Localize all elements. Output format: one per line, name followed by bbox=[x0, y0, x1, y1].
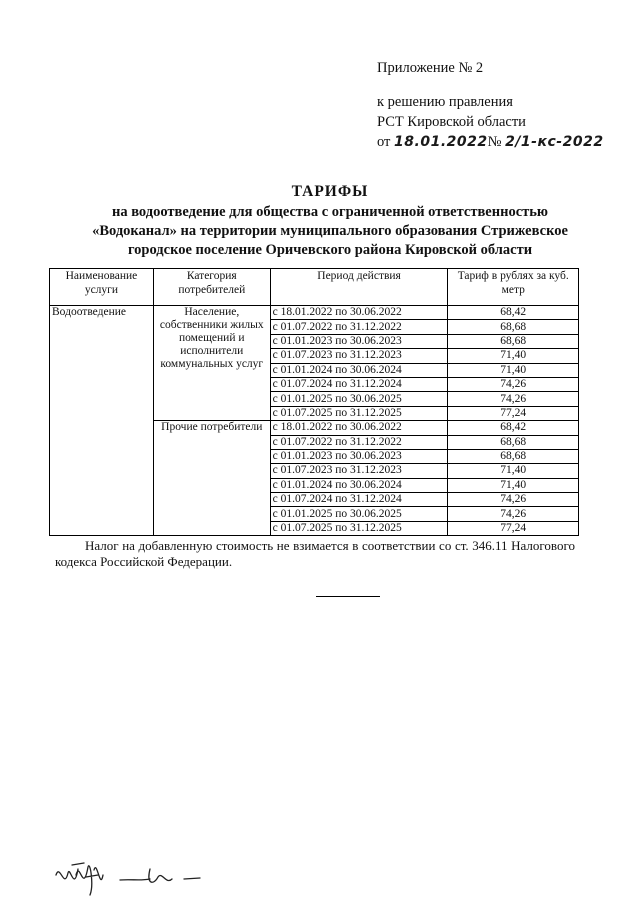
period-cell: с 01.07.2023 по 31.12.2023 bbox=[270, 349, 448, 363]
authority-line: РСТ Кировской области bbox=[377, 114, 526, 130]
table-header-row bbox=[50, 269, 579, 306]
tariff-table-body bbox=[50, 306, 579, 536]
tariff-cell: 74,26 bbox=[448, 507, 579, 521]
header-category: Категория потребителей bbox=[153, 269, 270, 306]
tariff-cell: 77,24 bbox=[448, 521, 579, 535]
tariff-cell: 68,68 bbox=[448, 435, 579, 449]
title-line-3: городское поселение Оричевского района Кировской области bbox=[127, 242, 533, 258]
appendix-title: Приложение № 2 bbox=[377, 60, 484, 76]
period-cell: с 01.01.2024 по 30.06.2024 bbox=[270, 363, 448, 377]
appendix-block bbox=[377, 58, 604, 152]
period-cell: с 01.07.2022 по 31.12.2022 bbox=[270, 320, 448, 334]
handwritten-signature bbox=[50, 855, 220, 900]
period-cell: с 01.07.2025 по 31.12.2025 bbox=[270, 521, 448, 535]
period-cell: с 01.07.2025 по 31.12.2025 bbox=[270, 406, 448, 420]
tariff-cell: 71,40 bbox=[448, 349, 579, 363]
header-period: Период действия bbox=[270, 269, 448, 306]
document-title bbox=[40, 183, 620, 260]
handwritten-number: 2/1-кс-2022 bbox=[505, 134, 604, 150]
title-line-2: «Водоканал» на территории муниципального образования Стрижевское bbox=[92, 223, 568, 239]
period-cell: с 01.01.2025 по 30.06.2025 bbox=[270, 507, 448, 521]
from-prefix: от bbox=[377, 134, 395, 150]
tariff-cell: 68,68 bbox=[448, 320, 579, 334]
header-service: Наименование услуги bbox=[50, 269, 154, 306]
tariff-cell: 71,40 bbox=[448, 464, 579, 478]
period-cell: с 01.07.2022 по 31.12.2022 bbox=[270, 435, 448, 449]
tariff-cell: 68,68 bbox=[448, 334, 579, 348]
period-cell: с 18.01.2022 по 30.06.2022 bbox=[270, 421, 448, 435]
period-cell: с 01.07.2024 по 31.12.2024 bbox=[270, 377, 448, 391]
period-cell: с 01.07.2023 по 31.12.2023 bbox=[270, 464, 448, 478]
handwritten-date: 18.01.2022 bbox=[394, 134, 488, 150]
tariff-cell: 74,26 bbox=[448, 377, 579, 391]
tariff-cell: 74,26 bbox=[448, 392, 579, 406]
period-cell: с 01.01.2024 по 30.06.2024 bbox=[270, 478, 448, 492]
category-cell: Население, собственники жилых помещений и исполнители коммунальных услуг bbox=[153, 306, 270, 421]
period-cell: с 01.01.2025 по 30.06.2025 bbox=[270, 392, 448, 406]
period-cell: с 18.01.2022 по 30.06.2022 bbox=[270, 306, 448, 320]
period-cell: с 01.01.2023 по 30.06.2023 bbox=[270, 449, 448, 463]
tariff-cell: 71,40 bbox=[448, 363, 579, 377]
decision-line: к решению правления bbox=[377, 94, 513, 110]
end-divider bbox=[316, 596, 380, 597]
tariff-cell: 68,42 bbox=[448, 306, 579, 320]
category-cell: Прочие потребители bbox=[153, 421, 270, 536]
title-line-1: на водоотведение для общества с ограниченной ответственностью bbox=[111, 204, 549, 220]
tariff-cell: 77,24 bbox=[448, 406, 579, 420]
period-cell: с 01.07.2024 по 31.12.2024 bbox=[270, 493, 448, 507]
number-prefix: № bbox=[487, 134, 506, 150]
tariff-cell: 74,26 bbox=[448, 493, 579, 507]
tariff-cell: 68,68 bbox=[448, 449, 579, 463]
tariff-cell: 68,42 bbox=[448, 421, 579, 435]
vat-note: Налог на добавленную стоимость не взимается в соответствии со ст. 346.11 Налогового кодекса Российской Федерации. bbox=[55, 538, 575, 569]
tariff-cell: 71,40 bbox=[448, 478, 579, 492]
table-row bbox=[50, 306, 579, 320]
period-cell: с 01.01.2023 по 30.06.2023 bbox=[270, 334, 448, 348]
title-main: ТАРИФЫ bbox=[291, 183, 369, 200]
header-tariff: Тариф в рублях за куб. метр bbox=[448, 269, 579, 306]
service-cell: Водоотведение bbox=[50, 306, 154, 536]
date-number-line bbox=[377, 132, 604, 152]
tariff-table bbox=[49, 268, 579, 536]
